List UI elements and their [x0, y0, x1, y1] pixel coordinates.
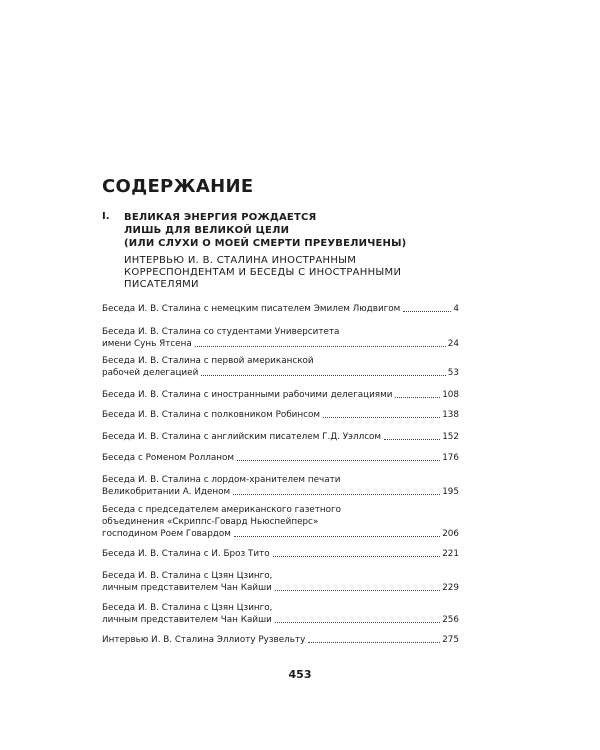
- page-number: 453: [288, 668, 312, 681]
- toc-entry[interactable]: [102, 303, 459, 315]
- section-number: I.: [102, 211, 110, 222]
- toc-entry-text: объединения «Скриппс-Говард Ньюспейперс»: [102, 517, 319, 527]
- dot-leader: [403, 310, 451, 312]
- toc-page-number: 206: [442, 529, 459, 539]
- toc-entry-last-line: [102, 634, 459, 646]
- toc-entry-text: Беседа И. В. Сталина с первой американской: [102, 356, 314, 366]
- section-title-line: (ИЛИ СЛУХИ О МОЕЙ СМЕРТИ ПРЕУВЕЛИЧЕНЫ): [124, 238, 407, 249]
- toc-entry-last-line: [102, 409, 459, 421]
- toc-entry-last-line: [102, 389, 459, 401]
- toc-entry-text: Беседа И. В. Сталина с И. Броз Тито: [102, 549, 270, 559]
- toc-entry-text: Беседа с Роменом Ролланом: [102, 453, 234, 463]
- section-subtitle-line: ИНТЕРВЬЮ И. В. СТАЛИНА ИНОСТРАННЫМ: [124, 255, 357, 266]
- toc-entry-text: господином Роем Говардом: [102, 529, 231, 539]
- toc-entry[interactable]: [102, 570, 459, 594]
- toc-page-number: 195: [442, 487, 459, 497]
- dot-leader: [273, 555, 441, 557]
- toc-entry[interactable]: [102, 504, 459, 540]
- toc-page-number: 53: [447, 368, 459, 378]
- dot-leader: [308, 641, 440, 643]
- dot-leader: [384, 438, 440, 440]
- toc-entry-text: Беседа И. В. Сталина с полковником Робинсом: [102, 410, 321, 420]
- dot-leader: [275, 589, 440, 591]
- toc-entry-text: Великобритании А. Иденом: [102, 487, 231, 497]
- toc-entry[interactable]: [102, 474, 459, 498]
- toc-entry-last-line: [102, 614, 459, 626]
- toc-entry-text: Беседа И. В. Сталина с Цзян Цзинго,: [102, 603, 273, 613]
- toc-entry-text: Беседа И. В. Сталина с иностранными рабочими делегациями: [102, 390, 393, 400]
- toc-page-number: 229: [442, 583, 459, 593]
- toc-entry[interactable]: [102, 602, 459, 626]
- dot-leader: [275, 621, 440, 623]
- dot-leader: [201, 374, 446, 376]
- toc-page-number: 24: [447, 339, 459, 349]
- toc-page-number: 275: [442, 635, 459, 645]
- section-title: [124, 211, 469, 250]
- toc-page-number: 4: [453, 304, 459, 314]
- toc-entry[interactable]: [102, 548, 459, 560]
- toc-entry-text: Интервью И. В. Сталина Эллиоту Рузвельту: [102, 635, 306, 645]
- toc-entry-text: Беседа И. В. Сталина с английским писателем Г.Д. Уэллсом: [102, 432, 382, 442]
- toc-entry[interactable]: [102, 452, 459, 464]
- toc-entry[interactable]: [102, 355, 459, 379]
- toc-entry-text: Беседа И. В. Сталина с лордом-хранителем печати: [102, 475, 341, 485]
- toc-entry-last-line: [102, 452, 459, 464]
- toc-page-number: 221: [442, 549, 459, 559]
- toc-entry-text: Беседа И. В. Сталина с Цзян Цзинго,: [102, 571, 273, 581]
- toc-entry-last-line: [102, 338, 459, 350]
- toc-entry-last-line: [102, 548, 459, 560]
- toc-entry-text: имени Сунь Ятсена: [102, 339, 192, 349]
- toc-entry[interactable]: [102, 326, 459, 350]
- section-subtitle: [124, 255, 469, 291]
- toc-page-number: 256: [442, 615, 459, 625]
- dot-leader: [233, 493, 440, 495]
- section-subtitle-line: ПИСАТЕЛЯМИ: [124, 279, 199, 290]
- dot-leader: [395, 396, 440, 398]
- toc-entry[interactable]: [102, 409, 459, 421]
- toc-entry-last-line: [102, 303, 459, 315]
- toc-page-number: 138: [442, 410, 459, 420]
- toc-entry-last-line: [102, 528, 459, 540]
- toc-entry-last-line: [102, 367, 459, 379]
- dot-leader: [237, 459, 440, 461]
- toc-entry-last-line: [102, 582, 459, 594]
- section-title-line: ВЕЛИКАЯ ЭНЕРГИЯ РОЖДАЕТСЯ: [124, 212, 317, 223]
- section-title-line: ЛИШЬ ДЛЯ ВЕЛИКОЙ ЦЕЛИ: [124, 225, 290, 236]
- toc-page-number: 108: [442, 390, 459, 400]
- toc-entry-last-line: [102, 431, 459, 443]
- toc-entry[interactable]: [102, 431, 459, 443]
- toc-entry-text: рабочей делегацией: [102, 368, 199, 378]
- toc-entry-last-line: [102, 486, 459, 498]
- section-subtitle-line: КОРРЕСПОНДЕНТАМ И БЕСЕДЫ С ИНОСТРАННЫМИ: [124, 267, 402, 278]
- toc-page-number: 152: [442, 432, 459, 442]
- contents-title: СОДЕРЖАНИЕ: [102, 176, 254, 197]
- toc-entry[interactable]: [102, 634, 459, 646]
- toc-entry-text: личным представителем Чан Кайши: [102, 583, 272, 593]
- dot-leader: [195, 345, 446, 347]
- dot-leader: [234, 535, 440, 537]
- toc-entry-text: личным представителем Чан Кайши: [102, 615, 272, 625]
- toc-entry-text: Беседа с председателем американского газетного: [102, 505, 342, 515]
- toc-entry[interactable]: [102, 389, 459, 401]
- toc-page-number: 176: [442, 453, 459, 463]
- toc-entry-text: Беседа И. В. Сталина со студентами Университета: [102, 327, 340, 337]
- dot-leader: [323, 416, 440, 418]
- toc-entry-text: Беседа И. В. Сталина с немецким писателем Эмилем Людвигом: [102, 304, 401, 314]
